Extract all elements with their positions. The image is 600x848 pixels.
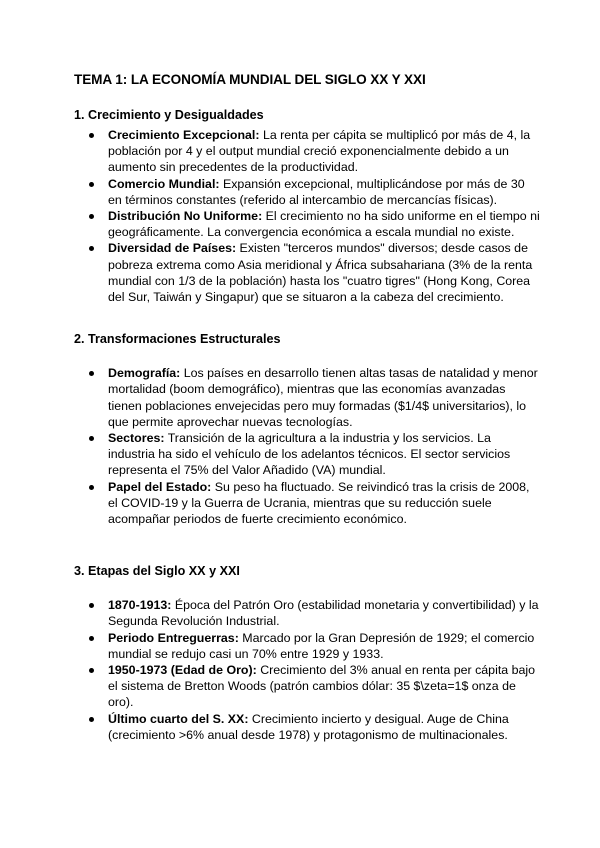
list-item bbox=[108, 630, 540, 662]
bullet-icon bbox=[89, 436, 94, 441]
list-item bbox=[108, 597, 540, 629]
list-item bbox=[108, 479, 540, 528]
item-text: Su peso ha fluctuado. Se reivindicó tras la crisis de 2008, el COVID-19 y la Guerra de Ucrania, mientras que su reducción suele acompañar periodos de fuerte crecimiento económico. bbox=[108, 479, 530, 527]
item-text: Los países en desarrollo tienen altas tasas de natalidad y menor mortalidad (boom demográfico), mientras que las economías avanzadas tienen poblaciones envejecidas pero muy formadas ($1/4$ universitarios), lo que permite aprovechar nuevas tecnologías. bbox=[108, 366, 538, 429]
list-item bbox=[108, 208, 540, 240]
item-text: Crecimiento del 3% anual en renta per cápita bajo el sistema de Bretton Woods (patrón cambios dólar: 35 $\zeta=1$ onza de oro). bbox=[108, 663, 536, 710]
bullet-list-etapas bbox=[74, 597, 540, 743]
item-term: Último cuarto del S. XX: bbox=[108, 711, 249, 726]
list-item bbox=[108, 711, 540, 743]
bullet-icon bbox=[89, 717, 94, 722]
item-text: El crecimiento no ha sido uniforme en el tiempo ni geográficamente. La convergencia económica a escala mundial no existe. bbox=[108, 209, 540, 240]
item-term: 1950-1973 (Edad de Oro): bbox=[108, 663, 257, 678]
section-heading-etapas: 3. Etapas del Siglo XX y XXI bbox=[74, 564, 240, 579]
section-heading-crecimiento: 1. Crecimiento y Desigualdades bbox=[74, 108, 264, 122]
item-term: Periodo Entreguerras: bbox=[108, 630, 239, 645]
bullet-icon bbox=[89, 636, 94, 641]
item-text: La renta per cápita se multiplicó por más de 4, la población por 4 y el output mundial creció exponencialmente debido a un aumento sin precedentes de la productividad. bbox=[108, 128, 531, 175]
item-text: Época del Patrón Oro (estabilidad monetaria y convertibilidad) y la Segunda Revolución Industrial. bbox=[108, 598, 539, 629]
document-title: TEMA 1: LA ECONOMÍA MUNDIAL DEL SIGLO XX Y XXI bbox=[74, 72, 426, 87]
item-text: Marcado por la Gran Depresión de 1929; el comercio mundial se redujo casi un 70% entre 1929 y 1933. bbox=[108, 630, 535, 661]
bullet-icon bbox=[89, 246, 94, 251]
item-text: Crecimiento incierto y desigual. Auge de China (crecimiento >6% anual desde 1978) y protagonismo de multinacionales. bbox=[108, 711, 509, 742]
item-term: Comercio Mundial: bbox=[108, 176, 220, 191]
item-term: Diversidad de Países: bbox=[108, 241, 237, 256]
item-text: Existen "terceros mundos" diversos; desde casos de pobreza extrema como Asia meridional y África subsahariana (3% de la renta mundial con 1/3 de la población) hasta los "cuatro tigres" (Hong Kong, Corea del Sur, Taiwán y Singapur) que se situaron a la cabeza del crecimiento. bbox=[108, 241, 533, 305]
bullet-icon bbox=[89, 371, 94, 376]
bullet-icon bbox=[89, 668, 94, 673]
list-item bbox=[108, 365, 540, 430]
list-item bbox=[108, 240, 540, 305]
list-item bbox=[108, 127, 540, 176]
item-text: Expansión excepcional, multiplicándose por más de 30 en términos constantes (referido al intercambio de mercancías físicas). bbox=[108, 176, 525, 207]
bullet-icon bbox=[89, 182, 94, 187]
list-item bbox=[108, 176, 540, 208]
item-term: Crecimiento Excepcional: bbox=[108, 128, 260, 142]
bullet-icon bbox=[89, 133, 94, 138]
bullet-list-transformaciones bbox=[74, 365, 540, 527]
list-item bbox=[108, 430, 540, 479]
bullet-icon bbox=[89, 214, 94, 219]
list-item bbox=[108, 662, 540, 711]
item-term: Demografía: bbox=[108, 366, 181, 381]
item-term: Papel del Estado: bbox=[108, 479, 212, 494]
section-heading-transformaciones: 2. Transformaciones Estructurales bbox=[74, 332, 281, 347]
bullet-list-crecimiento bbox=[74, 127, 540, 305]
bullet-icon bbox=[89, 603, 94, 608]
item-term: Distribución No Uniforme: bbox=[108, 209, 263, 224]
item-term: 1870-1913: bbox=[108, 598, 172, 613]
item-term: Sectores: bbox=[108, 431, 165, 446]
item-text: Transición de la agricultura a la industria y los servicios. La industria ha sido el vehículo de los adelantos técnicos. El sector servicios representa el 75% del Valor Añadido (VA) mundial. bbox=[108, 431, 511, 478]
bullet-icon bbox=[89, 485, 94, 490]
